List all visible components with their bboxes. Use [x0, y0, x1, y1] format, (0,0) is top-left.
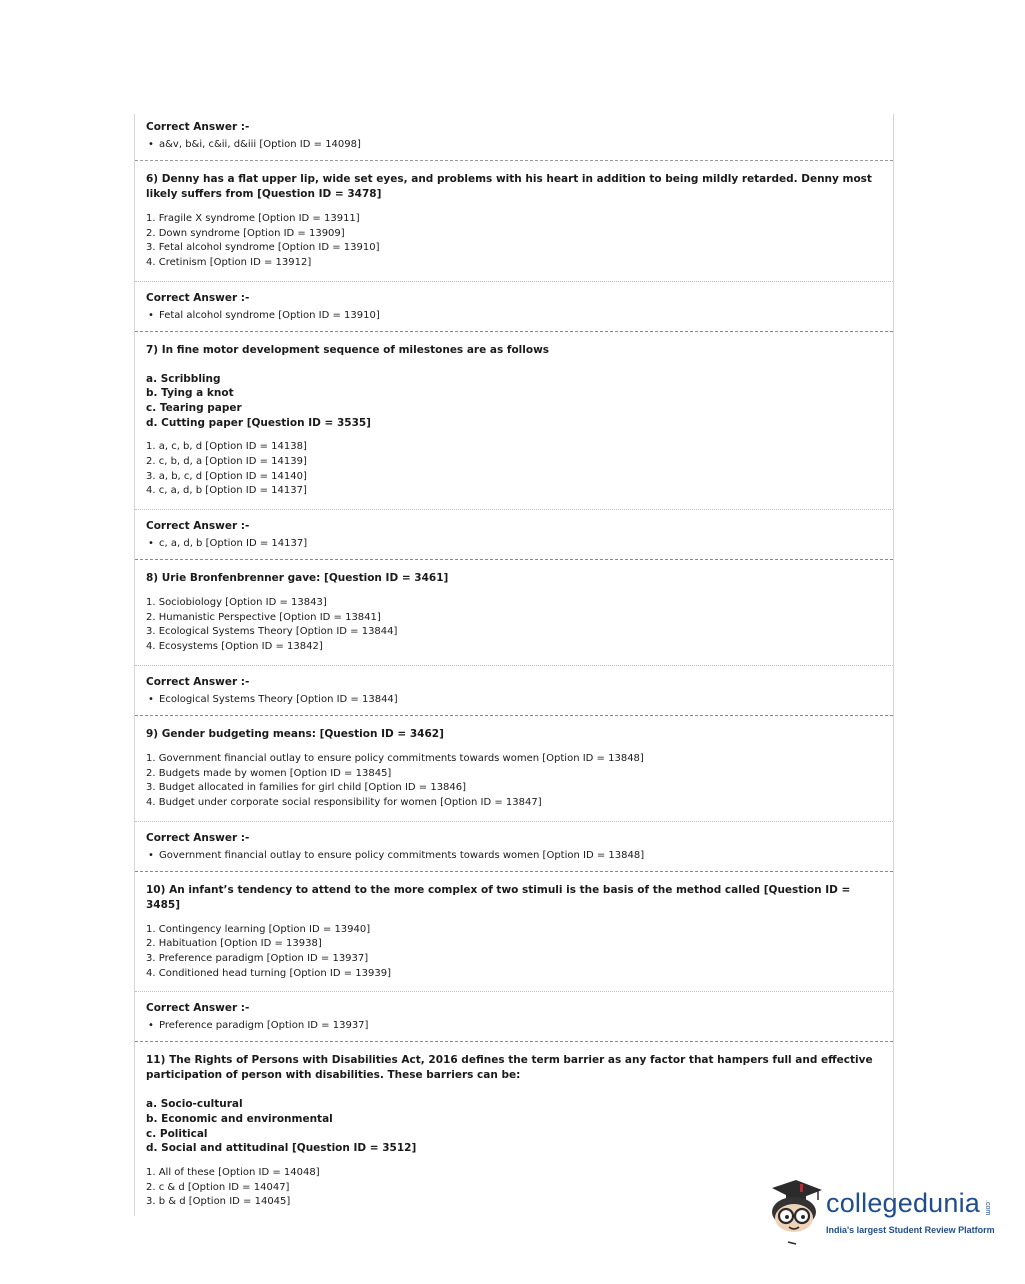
question-paper: [134, 114, 894, 1216]
option: 4. c, a, d, b [Option ID = 14137]: [146, 485, 307, 497]
question-text: 7) In fine motor development sequence of milestones are as follows: [146, 343, 550, 356]
mascot-icon: [766, 1178, 826, 1248]
correct-answer-label: Correct Answer :-: [146, 520, 250, 532]
options-list: [146, 212, 882, 271]
option: 2. Down syndrome [Option ID = 13909]: [146, 227, 345, 239]
option: 1. Contingency learning [Option ID = 13940]: [146, 923, 371, 935]
correct-answer-label: Correct Answer :-: [146, 1002, 250, 1015]
option: 1. All of these [Option ID = 14048]: [146, 1166, 320, 1178]
correct-answer-value: • c, a, d, b [Option ID = 14137]: [148, 538, 308, 549]
option: 3. a, b, c, d [Option ID = 14140]: [146, 470, 307, 482]
correct-answer-value: • Ecological Systems Theory [Option ID = 13844]: [148, 693, 398, 705]
statement-list: [146, 372, 882, 430]
correct-answer-label: Correct Answer :-: [146, 675, 250, 688]
correct-answer-label: Correct Answer :-: [146, 121, 250, 133]
question-block-6: [135, 161, 893, 282]
option: 2. Humanistic Perspective [Option ID = 13841]: [146, 611, 381, 623]
logo-suffix: .com: [984, 1200, 991, 1216]
answer-block-6: [135, 282, 893, 332]
option: 3. Preference paradigm [Option ID = 13937]: [146, 953, 369, 965]
option: 3. Budget allocated in families for girl child [Option ID = 13846]: [146, 782, 467, 794]
option: 1. Fragile X syndrome [Option ID = 13911]: [146, 213, 360, 224]
answer-block-10: [135, 992, 893, 1042]
statement: d. Social and attitudinal [Question ID = 3512]: [146, 1142, 417, 1155]
option: 3. Ecological Systems Theory [Option ID = 13844]: [146, 626, 398, 638]
correct-answer-value: • Preference paradigm [Option ID = 13937]: [148, 1020, 369, 1032]
option: 2. c, b, d, a [Option ID = 14139]: [146, 455, 307, 467]
options-list: [146, 752, 882, 811]
question-block-8: [135, 560, 893, 666]
correct-answer-label: Correct Answer :-: [146, 291, 250, 304]
answer-block-7: [135, 510, 893, 560]
question-text: 11) The Rights of Persons with Disabilities Act, 2016 defines the term barrier as any factor that hampers full and effective participation of person with disabilities. These barriers can be:: [146, 1054, 873, 1082]
option: 4. Conditioned head turning [Option ID = 13939]: [146, 967, 391, 979]
statement: d. Cutting paper [Question ID = 3535]: [146, 416, 371, 429]
option: 3. Fetal alcohol syndrome [Option ID = 13910]: [146, 242, 380, 254]
logo-name: collegedunia: [826, 1188, 981, 1218]
options-list: [146, 923, 882, 982]
question-block-7: [135, 332, 893, 510]
statement: c. Tearing paper: [146, 402, 242, 414]
answer-block-9: [135, 822, 893, 872]
collegedunia-logo[interactable]: [766, 1178, 996, 1248]
option: 1. a, c, b, d [Option ID = 14138]: [146, 441, 307, 453]
question-text: 6) Denny has a flat upper lip, wide set eyes, and problems with his heart in addition to being mildly retarded. Denny most likely suffers from [Question ID = 3478]: [146, 173, 872, 200]
option: 2. c & d [Option ID = 14047]: [146, 1181, 290, 1193]
options-list: [146, 440, 882, 499]
statement: a. Socio-cultural: [146, 1098, 243, 1111]
option: 4. Budget under corporate social responsibility for women [Option ID = 13847]: [146, 796, 542, 808]
question-block-9: [135, 716, 893, 822]
question-text: 9) Gender budgeting means: [Question ID = 3462]: [146, 727, 444, 740]
correct-answer-value: • Government financial outlay to ensure policy commitments towards women [Option ID = 13848]: [148, 849, 645, 861]
option: 1. Sociobiology [Option ID = 13843]: [146, 597, 327, 608]
option: 1. Government financial outlay to ensure policy commitments towards women [Option ID = 13848]: [146, 752, 644, 764]
answer-block-5: [135, 114, 893, 161]
question-block-10: [135, 872, 893, 993]
correct-answer-value: • a&v, b&i, c&ii, d&iii [Option ID = 14098]: [148, 139, 361, 150]
option: 3. b & d [Option ID = 14045]: [146, 1196, 291, 1208]
statement: c. Political: [146, 1127, 208, 1140]
answer-block-8: [135, 666, 893, 716]
statement: b. Economic and environmental: [146, 1113, 333, 1126]
option: 2. Habituation [Option ID = 13938]: [146, 938, 322, 950]
options-list: [146, 596, 882, 655]
statement: b. Tying a knot: [146, 387, 234, 400]
option: 2. Budgets made by women [Option ID = 13845]: [146, 767, 392, 779]
statement: a. Scribbling: [146, 372, 221, 385]
option: 4. Cretinism [Option ID = 13912]: [146, 257, 312, 269]
question-text: 8) Urie Bronfenbrenner gave: [Question ID = 3461]: [146, 572, 449, 584]
correct-answer-value: • Fetal alcohol syndrome [Option ID = 13910]: [148, 309, 380, 321]
logo-tagline: India's largest Student Review Platform: [826, 1225, 995, 1235]
correct-answer-label: Correct Answer :-: [146, 831, 250, 844]
question-text: 10) An infant’s tendency to attend to the more complex of two stimuli is the basis of the method called [Question ID = 3485]: [146, 883, 851, 911]
statement-list: [146, 1097, 882, 1155]
option: 4. Ecosystems [Option ID = 13842]: [146, 641, 323, 653]
